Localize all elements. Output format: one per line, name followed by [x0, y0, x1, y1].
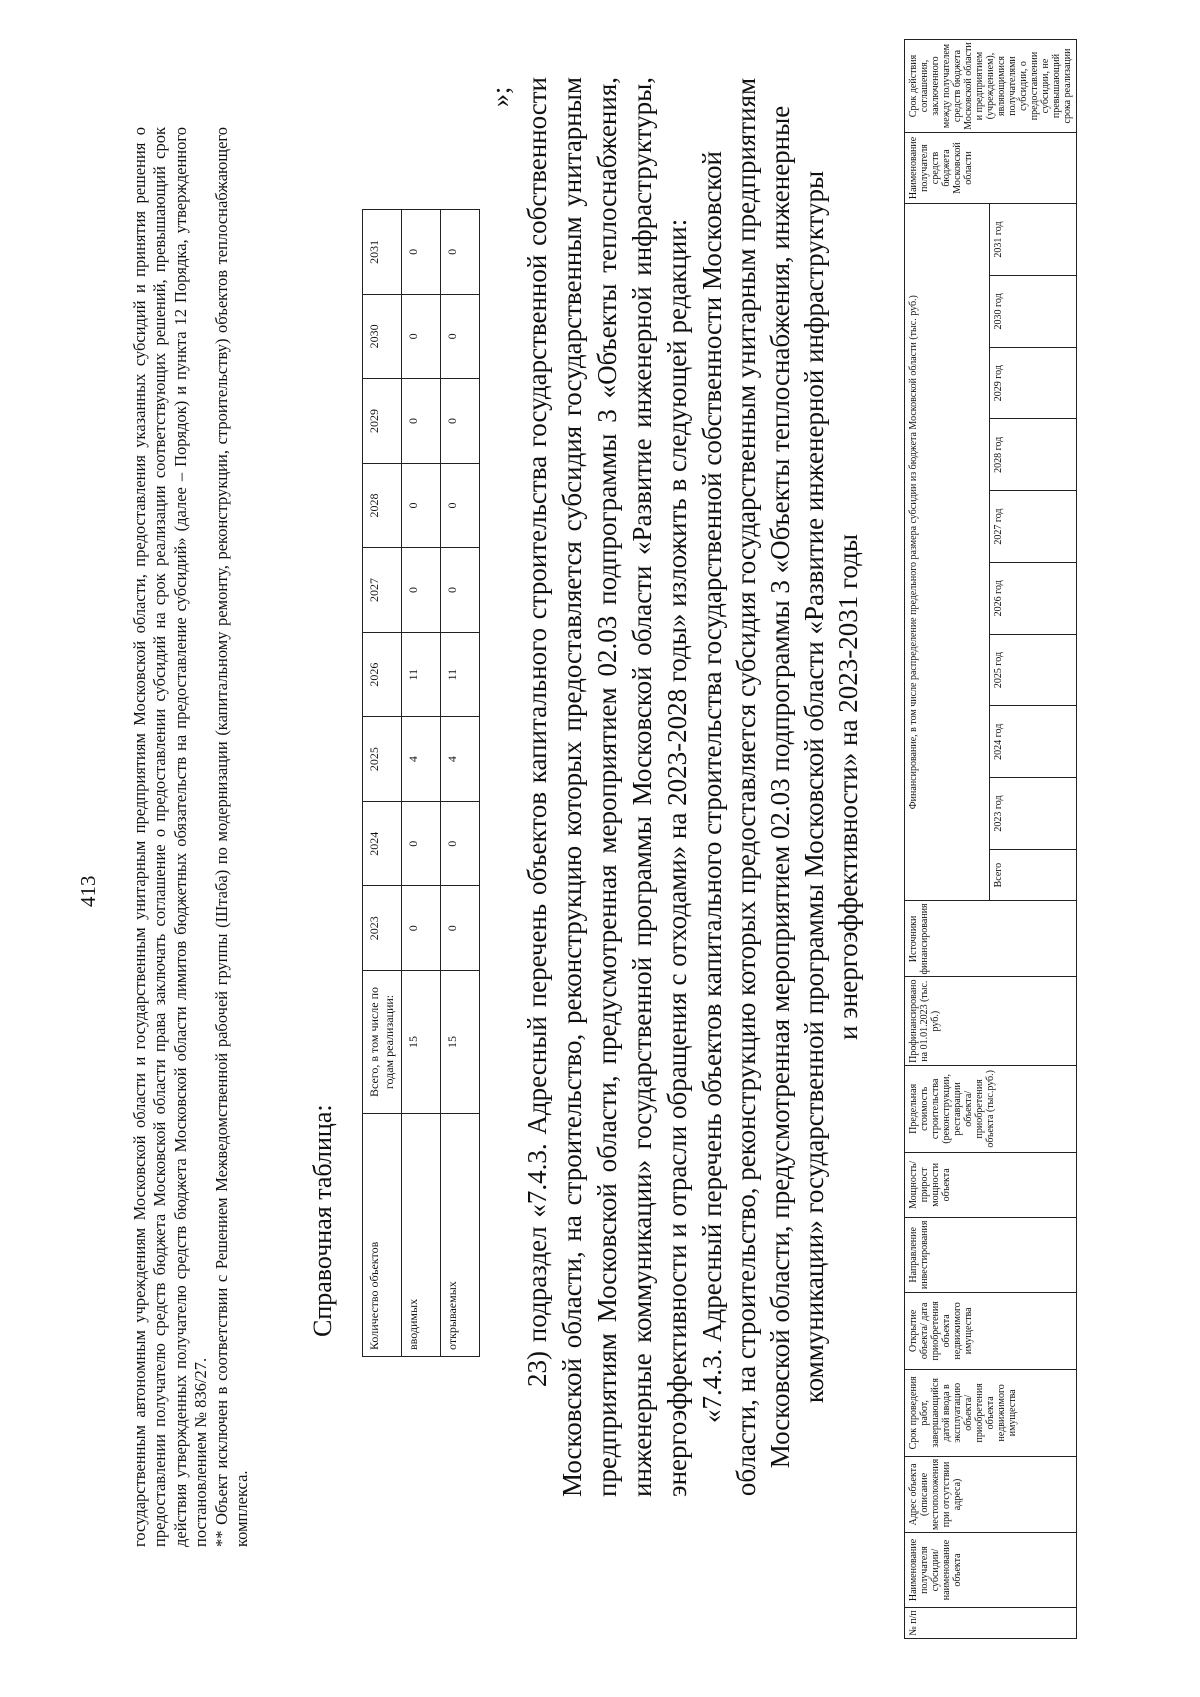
- table-cell: открываемых: [441, 1114, 480, 1357]
- closing-quote: »;: [486, 86, 515, 107]
- reference-header: Всего, в том числе по годам реализации:: [363, 971, 402, 1114]
- column-header: Открытие объекта/ дата приобретения объекта недвижимого имущества: [905, 1292, 1077, 1369]
- main-paragraph: [520, 77, 695, 1497]
- table-header-row: [905, 40, 990, 1639]
- table-cell: 0: [402, 210, 441, 295]
- table-cell: 0: [441, 548, 480, 633]
- financing-subheader: 2025 год: [990, 634, 1077, 706]
- financing-subheader: 2028 год: [990, 419, 1077, 491]
- intro-paragraph: государственным автономным учреждениям Московской области и государственным унитарным предприятиям Московской области, предоставления указанных субсидий и принятия решения о предоставлении получателю средств бюджета Московской области права заключать соглашение о предоставлении субсидий на срок реализации соответствующих решений, превышающий срок действия утвержденных получателю средств бюджета Московской области лимитов бюджетных обязательств на предоставление субсидий» (далее – Порядок) и пункта 12 Порядка, утвержденного постановлением № 836/27.: [130, 127, 211, 1547]
- reference-header: 2031: [363, 210, 402, 295]
- table-cell: 11: [402, 632, 441, 717]
- financing-subheader: 2023 год: [990, 778, 1077, 850]
- reference-header: 2026: [363, 632, 402, 717]
- reference-table: [362, 209, 480, 1357]
- heading-line: Московской области, предусмотренная мероприятием 02.03 подпрограммы 3 «Объекты теплоснабжения, инженерные: [765, 105, 795, 1469]
- table-cell: 15: [441, 971, 480, 1114]
- reference-header: 2030: [363, 294, 402, 379]
- table-row: [402, 210, 441, 1357]
- table-cell: 0: [402, 886, 441, 971]
- column-header: Наименование получателя субсидии/ наименование объекта: [905, 1533, 1077, 1608]
- reference-header: 2029: [363, 379, 402, 464]
- column-header: Срок проведения работ, завершающийся датой ввода в эксплуатацию объекта/приобретения объекта недвижимого имущества: [905, 1369, 1077, 1456]
- table-cell: 0: [441, 801, 480, 886]
- table-cell: 0: [402, 379, 441, 464]
- main-text: 23) подраздел «7.4.3. Адресный перечень объектов капитального строительства государственной собственности Московской области, на строительство, реконструкцию которых предоставляется субсидия государственным унитарным предприятиям Московской области, предусмотренная мероприятием 02.03 подпрограммы 3 «Объекты теплоснабжения, инженерные коммуникации» государственной программы Московской области «Развитие инженерной инфраструктуры, энергоэффективности и отрасли обращения с отходами» на 2023-2028 годы» изложить в следующей редакции:: [522, 77, 692, 1497]
- column-header: № п/п: [905, 1608, 1077, 1639]
- section-heading: [695, 77, 865, 1497]
- column-header: Срок действия соглашения, заключенного между получателем средств бюджета Московской области и предприятием (учреждением), являющимися получателями субсидии, о предоставлении субсидии, не превышающий срока реализации: [905, 40, 1077, 133]
- heading-line: «7.4.3. Адресный перечень объектов капитального строительства государственной собственности Московской: [697, 150, 727, 1424]
- financing-subheader: 2030 год: [990, 276, 1077, 348]
- page-number: 413: [76, 875, 100, 907]
- table-cell: 0: [402, 463, 441, 548]
- reference-header: 2023: [363, 886, 402, 971]
- financing-subheader: Всего: [990, 849, 1077, 900]
- table-cell: 0: [402, 548, 441, 633]
- heading-line: коммуникации» государственной программы Московской области «Развитие инженерной инфраструктуры: [799, 170, 829, 1404]
- table-cell: 0: [441, 886, 480, 971]
- column-header: Предельная стоимость строительства (реконструкции, реставрации объекта/приобретения объекта (тыс.руб.): [905, 1065, 1077, 1152]
- table-cell: 0: [402, 801, 441, 886]
- table-cell: вводимых: [402, 1114, 441, 1357]
- table-cell: 0: [402, 294, 441, 379]
- table-cell: 11: [441, 632, 480, 717]
- intro-text: [130, 127, 252, 1547]
- table-cell: 0: [441, 463, 480, 548]
- footnote-paragraph: ** Объект исключен в соответствии с Решением Межведомственной рабочей группы (Штаба) по модернизации (капитальному ремонту, реконструкции, строительству) объектов теплоснабжающего комплекса.: [211, 127, 252, 1547]
- reference-header: Количество объектов: [363, 1114, 402, 1357]
- financing-header: Финансирование, в том числе распределение предельного размера субсидии из бюджета Московской области (тыс. руб.): [905, 204, 990, 901]
- reference-header-row: [363, 210, 402, 1357]
- reference-header: 2025: [363, 717, 402, 802]
- column-header: Профинансировано на 01.01.2023 (тыс. руб.): [905, 977, 1077, 1065]
- reference-header: 2024: [363, 801, 402, 886]
- column-header: Направление инвестирования: [905, 1217, 1077, 1292]
- column-header: Источники финансирования: [905, 901, 1077, 977]
- table-cell: 0: [441, 210, 480, 295]
- financing-subheader: 2026 год: [990, 562, 1077, 634]
- financing-subheader: 2029 год: [990, 347, 1077, 419]
- financing-subheader: 2027 год: [990, 491, 1077, 563]
- heading-line: и энергоэффективности» на 2023-2031 годы: [833, 534, 863, 1040]
- table-cell: 0: [441, 294, 480, 379]
- financing-subheader: 2031 год: [990, 204, 1077, 276]
- address-list-table: [904, 39, 1077, 1639]
- reference-title: Справочная таблица:: [308, 1104, 337, 1337]
- financing-subheader: 2024 год: [990, 706, 1077, 778]
- table-cell: 4: [441, 717, 480, 802]
- table-row: [441, 210, 480, 1357]
- table-cell: 0: [441, 379, 480, 464]
- reference-header: 2028: [363, 463, 402, 548]
- table-cell: 4: [402, 717, 441, 802]
- reference-header: 2027: [363, 548, 402, 633]
- table-cell: 15: [402, 971, 441, 1114]
- column-header: Наименование получателя средств бюджета Московской области: [905, 133, 1077, 204]
- column-header: Адрес объекта (описание местоположения при отсутствии адреса): [905, 1456, 1077, 1532]
- heading-line: области, на строительство, реконструкцию которых предоставляется субсидия государственным унитарным предприятиям: [731, 77, 761, 1497]
- column-header: Мощность/ прирост мощности объекта: [905, 1152, 1077, 1217]
